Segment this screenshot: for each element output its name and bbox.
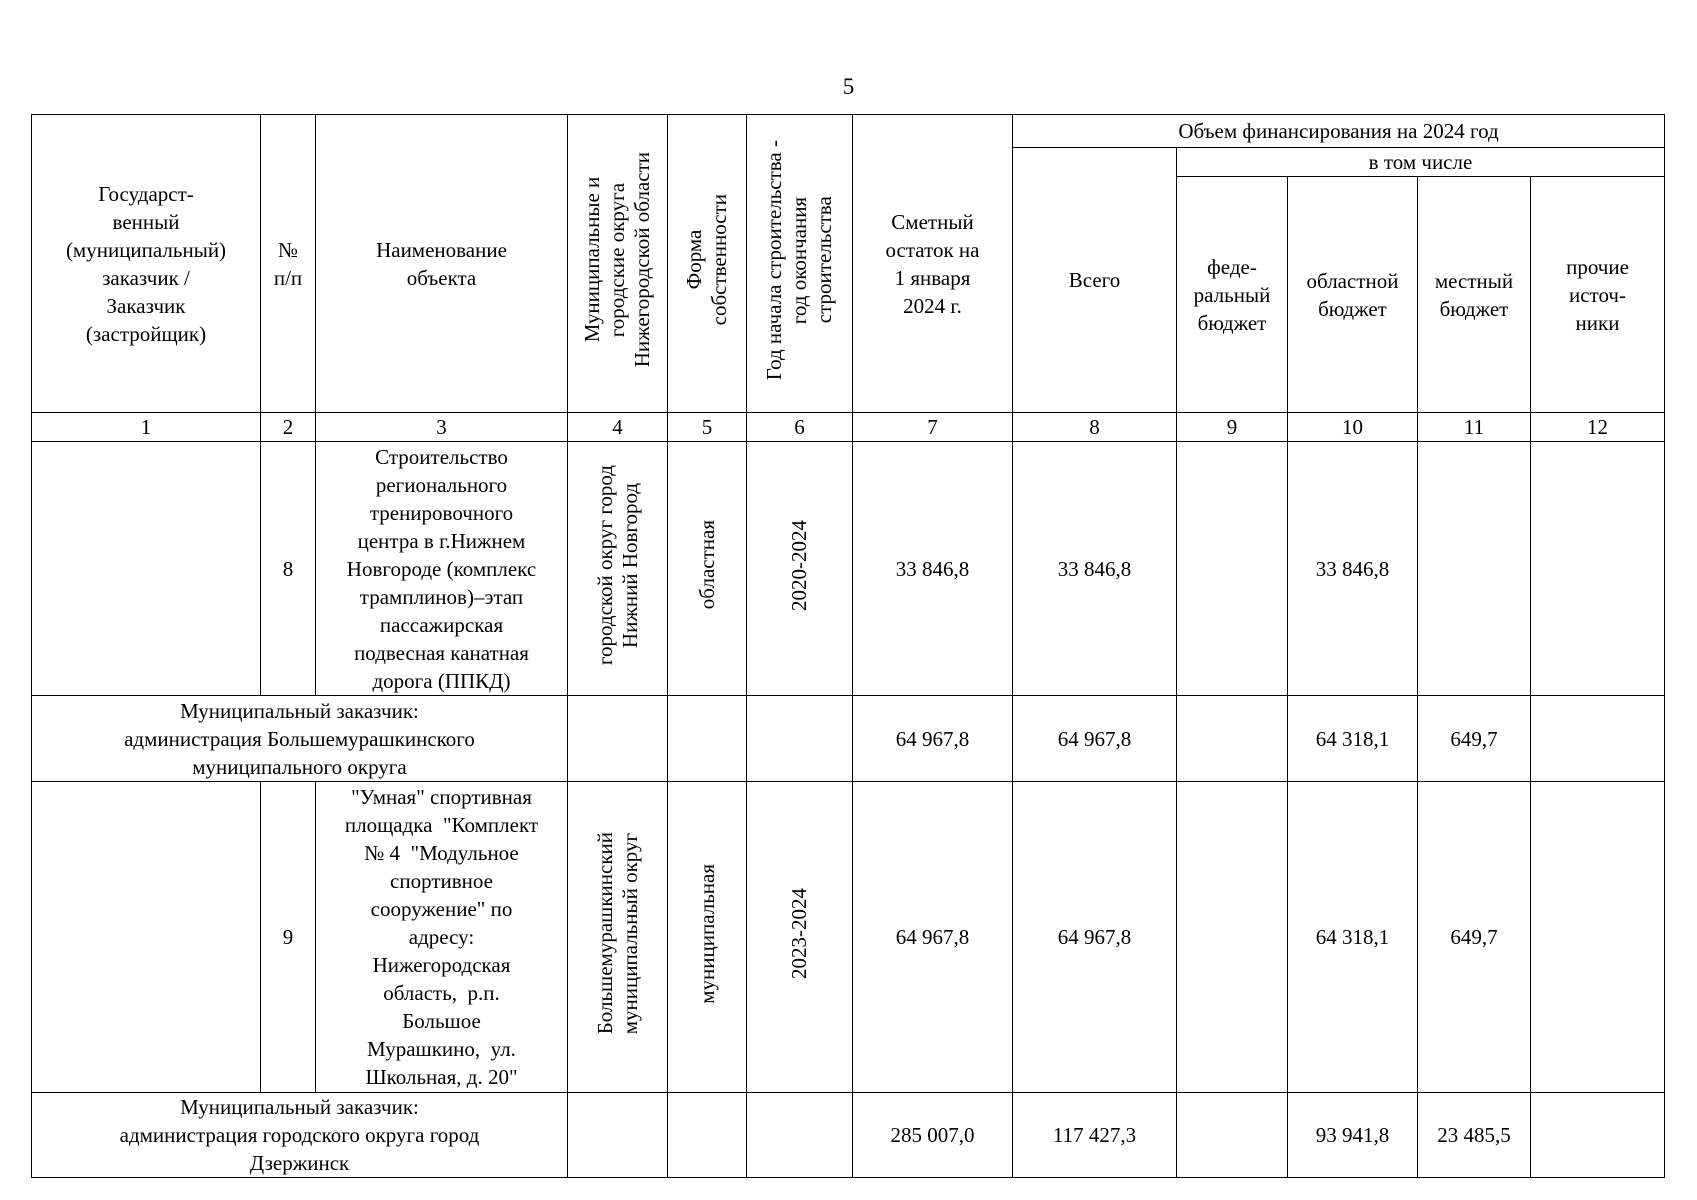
years-text: 2020-2024: [787, 519, 811, 611]
header-including: в том числе: [1177, 148, 1665, 177]
ownership-cell: [668, 442, 747, 696]
years-text: 2023-2024: [787, 888, 811, 979]
header-ownership: [668, 115, 747, 413]
column-number: 7: [853, 413, 1013, 442]
table-row: [32, 782, 1665, 1093]
ownership-text: областная: [694, 520, 719, 610]
years-cell: [747, 1093, 853, 1178]
column-number: 1: [32, 413, 261, 442]
column-number: 10: [1288, 413, 1418, 442]
regional-value: 93 941,8: [1288, 1093, 1418, 1178]
regional-value: 33 846,8: [1288, 442, 1418, 696]
district-cell: [568, 782, 668, 1093]
customer-name: Муниципальный заказчик: администрация городского округа город Дзержинск: [32, 1093, 568, 1178]
column-number: 5: [668, 413, 747, 442]
ownership-cell: [668, 782, 747, 1093]
other-value: [1531, 782, 1665, 1093]
customer-name: Муниципальный заказчик: администрация Большемурашкинского муниципального округа: [32, 696, 568, 782]
other-value: [1531, 696, 1665, 782]
years-cell: [747, 442, 853, 696]
local-value: 649,7: [1418, 696, 1531, 782]
total-value: 64 967,8: [1013, 782, 1177, 1093]
customer-row: [32, 1093, 1665, 1178]
other-value: [1531, 1093, 1665, 1178]
ownership-cell: [668, 696, 747, 782]
total-value: 64 967,8: [1013, 696, 1177, 782]
header-ownership-text: Форма собственности: [682, 194, 731, 326]
estimate-value: 285 007,0: [853, 1093, 1013, 1178]
federal-value: [1177, 782, 1288, 1093]
column-numbers-row: [32, 413, 1665, 442]
column-number: 6: [747, 413, 853, 442]
years-cell: [747, 696, 853, 782]
header-object-name: Наименование объекта: [316, 115, 568, 413]
column-number: 11: [1418, 413, 1531, 442]
ownership-text: муниципальная: [694, 863, 719, 1004]
header-total: Всего: [1013, 148, 1177, 413]
district-cell: [568, 696, 668, 782]
regional-value: 64 318,1: [1288, 782, 1418, 1093]
header-num: № п/п: [261, 115, 316, 413]
header-estimate: Сметный остаток на 1 января 2024 г.: [853, 115, 1013, 413]
header-district: [568, 115, 668, 413]
header-row: [32, 115, 1665, 148]
column-number: 8: [1013, 413, 1177, 442]
total-value: 117 427,3: [1013, 1093, 1177, 1178]
estimate-value: 33 846,8: [853, 442, 1013, 696]
district-text: Большемурашкинский муниципальный округ: [592, 832, 642, 1035]
customer-cell: [32, 442, 261, 696]
table-row: [32, 442, 1665, 696]
header-customer: Государст- венный (муниципальный) заказчик / Заказчик (застройщик): [32, 115, 261, 413]
federal-value: [1177, 1093, 1288, 1178]
header-funding-group: Объем финансирования на 2024 год: [1013, 115, 1665, 148]
object-name: "Умная" спортивная площадка "Комплект № 4 "Модульное спортивное сооружение" по адресу: Нижегородская область, р.п. Большое Мурашкино, ул. Школьная, д. 20": [316, 782, 568, 1093]
customer-row: [32, 696, 1665, 782]
header-federal: феде- ральный бюджет: [1177, 177, 1288, 413]
header-district-text: Муниципальные и городские округа Нижегородской области: [580, 152, 654, 368]
column-number: 4: [568, 413, 668, 442]
header-regional: областной бюджет: [1288, 177, 1418, 413]
customer-cell: [32, 782, 261, 1093]
other-value: [1531, 442, 1665, 696]
header-years: [747, 115, 853, 413]
estimate-value: 64 967,8: [853, 782, 1013, 1093]
estimate-value: 64 967,8: [853, 696, 1013, 782]
header-other: прочие источ- ники: [1531, 177, 1665, 413]
regional-value: 64 318,1: [1288, 696, 1418, 782]
row-number: 8: [261, 442, 316, 696]
header-years-text: Год начала строительства - год окончания строительства: [762, 139, 836, 381]
row-number: 9: [261, 782, 316, 1093]
federal-value: [1177, 696, 1288, 782]
column-number: 2: [261, 413, 316, 442]
total-value: 33 846,8: [1013, 442, 1177, 696]
column-number: 9: [1177, 413, 1288, 442]
local-value: 649,7: [1418, 782, 1531, 1093]
local-value: [1418, 442, 1531, 696]
ownership-cell: [668, 1093, 747, 1178]
district-cell: [568, 1093, 668, 1178]
financing-table: [31, 114, 1665, 1178]
local-value: 23 485,5: [1418, 1093, 1531, 1178]
object-name: Строительство регионального тренировочного центра в г.Нижнем Новгороде (комплекс трамплинов)–этап пассажирская подвесная канатная дорога (ППКД): [316, 442, 568, 696]
district-text: городской округ город Нижний Новгород: [592, 464, 642, 666]
header-local: местный бюджет: [1418, 177, 1531, 413]
column-number: 12: [1531, 413, 1665, 442]
column-number: 3: [316, 413, 568, 442]
years-cell: [747, 782, 853, 1093]
district-cell: [568, 442, 668, 696]
federal-value: [1177, 442, 1288, 696]
page-number: 5: [842, 74, 855, 99]
